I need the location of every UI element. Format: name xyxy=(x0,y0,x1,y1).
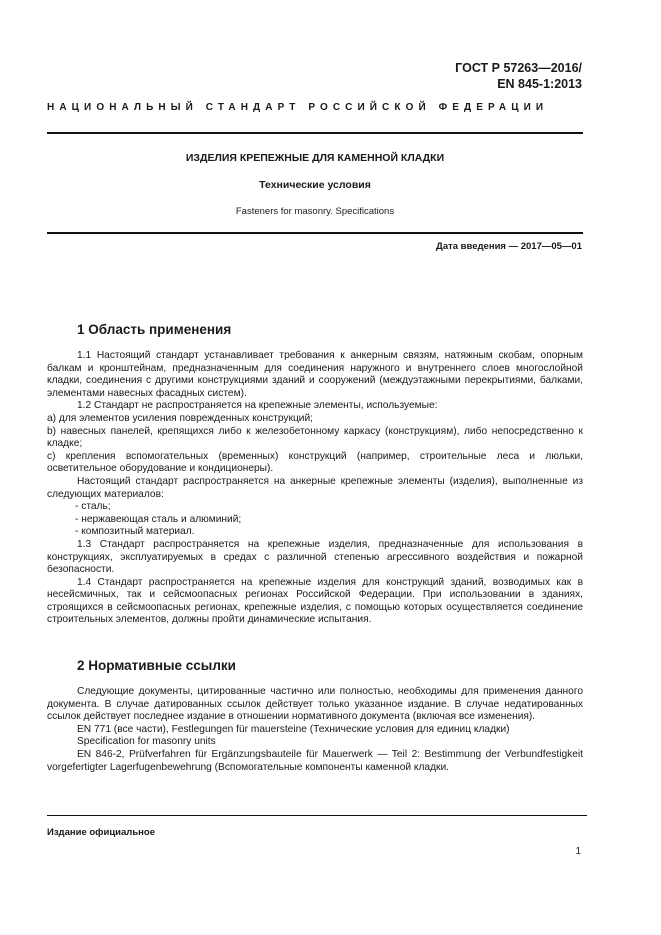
reference-item: EN 771 (все части), Festlegungen für mauersteine (Технические условия для единиц кладки) xyxy=(77,723,510,735)
list-item: - сталь; xyxy=(75,501,111,513)
title-divider xyxy=(47,232,583,234)
paragraph: 1.4 Стандарт распространяется на крепежные изделия для конструкций зданий, возводимых как в несейсмичных, так и сейсмоопасных регионах Российской Федерации. При использовании в зданиях, строящихся в сейсмоопасных регионах, крепежные изделия, с помощью которых осуществляется соединение строительных элементов, должны пройти динамические испытания. xyxy=(47,576,583,626)
section2-heading: 2 Нормативные ссылки xyxy=(77,658,236,673)
gost-code-line2: EN 845-1:2013 xyxy=(497,77,582,91)
paragraph: 1.2 Стандарт не распространяется на крепежные элементы, используемые: xyxy=(77,400,438,412)
list-item: - композитный материал. xyxy=(75,526,195,538)
document-code xyxy=(455,60,582,92)
reference-item: EN 846-2, Prüfverfahren für Ergänzungsbauteile für Mauerwerk — Teil 2: Bestimmung der Verbundfestigkeit vorgefertigter Lagerfugenbewehrung (Вспомогательные компоненты каменной кладки. xyxy=(47,748,583,773)
footer-divider xyxy=(47,815,587,816)
list-item: а) для элементов усиления поврежденных конструкций; xyxy=(47,412,314,424)
section1-heading: 1 Область применения xyxy=(77,322,232,337)
document-title: ИЗДЕЛИЯ КРЕПЕЖНЫЕ ДЛЯ КАМЕННОЙ КЛАДКИ xyxy=(185,152,445,164)
section2-body xyxy=(47,686,583,774)
english-title: Fasteners for masonry. Specifications xyxy=(235,206,395,217)
paragraph: Следующие документы, цитированные частично или полностью, необходимы для применения данного документа. В случае датированных ссылок действует только указанное издание. В случае недатированных ссылок действует последнее издание в отношении нормативного документа (включая все изменения). xyxy=(47,686,583,723)
document-subtitle: Технические условия xyxy=(259,179,371,191)
page-number: 1 xyxy=(575,846,581,857)
paragraph: 1.3 Стандарт распространяется на крепежные изделия, предназначенные для использования в конструкциях, эксплуатируемых в средах с различной степенью агрессивного воздействия и пожарной безопасности. xyxy=(47,538,583,576)
paragraph: Настоящий стандарт распространяется на анкерные крепежные элементы (изделия), выполненные из следующих материалов: xyxy=(47,475,583,500)
gost-code-line1: ГОСТ Р 57263—2016/ xyxy=(455,61,582,75)
list-item: b) навесных панелей, крепящихся либо к железобетонному каркасу (конструкциям), либо непосредственно к кладке; xyxy=(47,425,583,450)
reference-item: Specification for masonry units xyxy=(77,736,216,748)
list-item: - нержавеющая сталь и алюминий; xyxy=(75,513,242,525)
official-edition-label: Издание официальное xyxy=(47,827,155,838)
list-item: с) крепления вспомогательных (временных) конструкций (например, строительные леса и люльки, осветительное оборудование и кондиционеры). xyxy=(47,450,583,475)
national-standard-banner: НАЦИОНАЛЬНЫЙ СТАНДАРТ РОССИЙСКОЙ ФЕДЕРАЦИИ xyxy=(47,102,549,113)
section1-body xyxy=(47,350,583,627)
introduction-date: Дата введения — 2017—05—01 xyxy=(436,241,582,252)
paragraph: 1.1 Настоящий стандарт устанавливает требования к анкерным связям, натяжным скобам, опорным балкам и кронштейнам, предназначенным для соединения наружного и внутреннего слоев многослойной кладки, соединения с другими конструкциями зданий и сооружений (междуэтажными перекрытиями, балками, элементами навесных фасадных систем). xyxy=(47,350,583,399)
header-divider xyxy=(47,132,583,134)
